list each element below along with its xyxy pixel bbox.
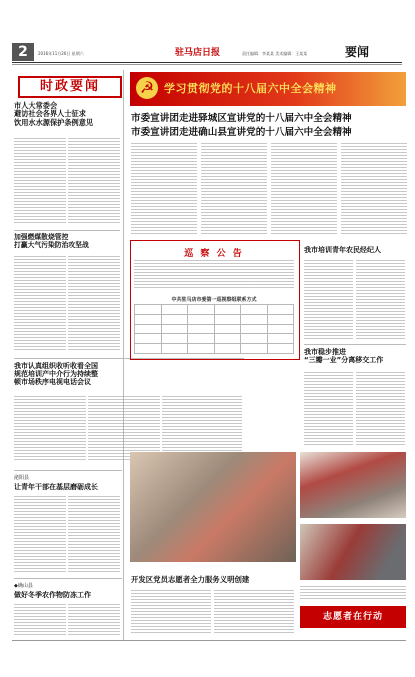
photo-feature-body <box>131 590 211 634</box>
table-row <box>135 334 294 344</box>
main-body-col2 <box>201 143 267 235</box>
main-body-col1 <box>131 143 197 235</box>
time-politics-box-title: 时政要闻 <box>18 76 122 98</box>
header-rule-2 <box>12 64 402 65</box>
article5-body <box>14 604 66 636</box>
article3-body <box>14 396 86 462</box>
article4-kicker: 泌阳县 <box>14 475 30 481</box>
header-rule <box>12 62 402 63</box>
notice-title: 巡 察 公 告 <box>184 249 244 259</box>
banner-title: 学习贯彻党的十八届六中全会精神 <box>164 82 337 95</box>
right-article1-body <box>304 260 353 340</box>
article5-kicker: ◆确山县 <box>14 583 33 589</box>
article4-body <box>14 496 66 572</box>
article1-title: 市人大常委会 避访社会各界人士征求 饮用水水源保护条例意见 <box>14 101 94 127</box>
article4-body-col2 <box>68 496 120 572</box>
right-article2-body-col2 <box>356 372 405 446</box>
right-article1-body-col2 <box>356 260 405 340</box>
photo-feature-body-col2 <box>214 590 294 634</box>
right-article2-title: 我市稳步推进 “三瓣一业”分离移交工作 <box>304 348 384 365</box>
page-number: 2 <box>12 43 34 61</box>
banner <box>130 72 406 106</box>
section-title: 要闻 <box>345 45 370 59</box>
photo-caption-small <box>300 518 406 523</box>
article2-body <box>14 256 66 352</box>
contact-table <box>134 304 294 354</box>
right-article2-body <box>304 372 353 446</box>
table-row <box>135 314 294 324</box>
notice-table-title: 中共驻马店市委第一巡视察组联系方式 <box>171 297 257 303</box>
masthead: 驻马店日报 <box>175 48 221 58</box>
divider <box>14 230 120 231</box>
volunteer-main-photo <box>130 452 296 562</box>
divider <box>14 470 122 471</box>
notice-body <box>134 260 294 290</box>
right-article1-title: 我市培训青年农民经纪人 <box>304 246 381 254</box>
article2-body-col2 <box>68 256 120 352</box>
main-title-2: 市委宣讲团走进确山县宣讲党的十八届六中全会精神 <box>131 127 352 138</box>
editor-line: 责任编辑：李某某 美术编辑：王某某 <box>242 51 308 56</box>
main-body-col3 <box>271 143 337 235</box>
article5-title: 做好冬季农作物防冻工作 <box>14 591 91 599</box>
volunteer-photo-3 <box>300 524 406 580</box>
article2-title: 加强燃煤散烧管控 打赢大气污染防治攻坚战 <box>14 233 89 249</box>
table-row <box>135 305 294 315</box>
table-row <box>135 344 294 354</box>
divider <box>14 578 122 579</box>
date-line: 2016年11月26日 星期六 <box>38 51 84 56</box>
party-emblem-icon: ☭ <box>136 77 158 99</box>
article5-body-col2 <box>68 604 120 636</box>
table-row <box>135 324 294 334</box>
divider <box>304 344 406 345</box>
photo-feature-title: 开发区党员志愿者全力服务义明创建 <box>131 575 250 584</box>
photo-feature-body-col3 <box>300 586 406 600</box>
volunteer-photo-2 <box>300 452 406 518</box>
left-column-divider <box>123 70 124 640</box>
article1-body-col2 <box>68 138 120 224</box>
volunteer-footer-banner: 志愿者在行动 <box>300 606 406 628</box>
article3-title: 我市认真组织收听收看全国 规范培训产中介行为持续整 顿市场秩序电视电话会议 <box>14 362 98 387</box>
main-title-1: 市委宣讲团走进驿城区宣讲党的十八届六中全会精神 <box>131 113 352 124</box>
main-body-col4 <box>341 143 407 235</box>
article4-title: 让青年干部在基层磨砺成长 <box>14 483 98 491</box>
article1-body <box>14 138 66 224</box>
bottom-rule <box>12 640 406 641</box>
